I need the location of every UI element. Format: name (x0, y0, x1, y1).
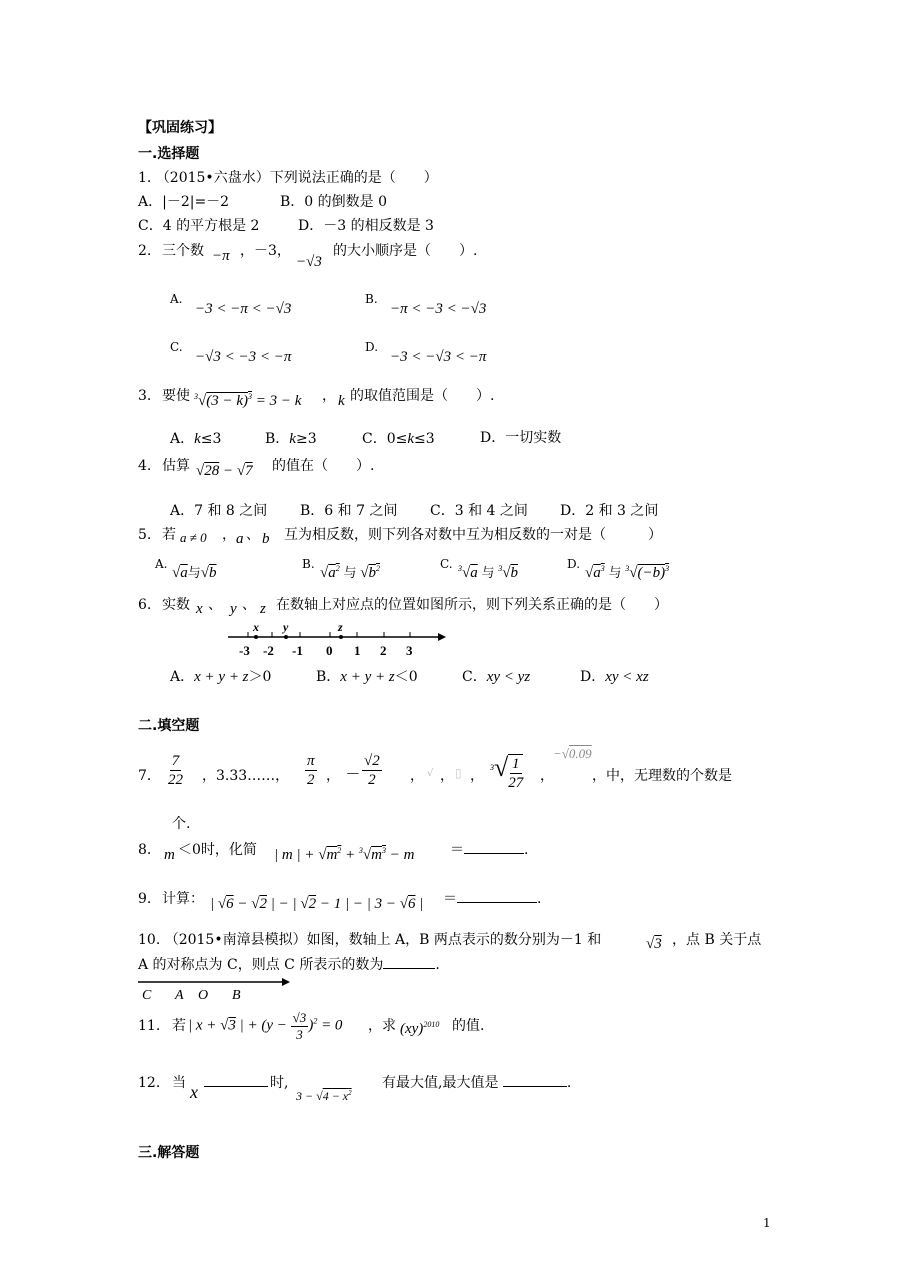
q7-comma4: ， (470, 768, 484, 784)
q6-point-label-x: x (253, 620, 259, 634)
q7-faded-symbol-2: ▯ (455, 766, 462, 780)
q7-cbrt-1-27: $^3$√ $\frac{1}{27}$ (490, 753, 524, 791)
q1-option-c: C．4 的平方根是 2 (138, 218, 260, 234)
q8-text1: ＜0时，化简 (178, 842, 257, 858)
q4-text2: 的值在（ ）. (272, 458, 375, 474)
q2-option-d-label: D. (365, 340, 379, 354)
q4-option-a: A．7 和 8 之间 (170, 503, 268, 519)
q12-text3: 有最大值,最大值是 . (382, 1075, 572, 1091)
q5-text2: ， (222, 527, 236, 543)
q6-vars: x (196, 601, 203, 617)
q5-var-a: a (236, 531, 244, 547)
section-title-choice: 一.选择题 (138, 146, 200, 162)
q5-option-a-expr: √a与√b (172, 565, 217, 581)
q8-answer-blank[interactable] (464, 853, 524, 854)
q11-text1: 若 (172, 1018, 186, 1034)
q6-axis-arrow (438, 633, 446, 641)
q10-answer-blank[interactable] (383, 968, 435, 969)
q2-option-b-expr: −π < −3 < −√3 (390, 301, 487, 317)
q6-axis-label-0: 0 (326, 643, 333, 658)
q9-equals: ＝ . (443, 891, 542, 907)
q6-option-a: A．x + y + z＞0 (170, 669, 272, 685)
q11-equation: | x + √3 | + (y − $\frac{√3}{3}$ )$^2$ = 0 (188, 1010, 343, 1042)
q2-neg-sqrt3: −√3 (296, 254, 322, 270)
q5-text1: 若 (162, 527, 176, 543)
q7-neg-sign: － (344, 767, 360, 783)
q2-option-c-label: C. (170, 340, 183, 354)
q11-text3: 的值. (452, 1018, 485, 1034)
q8-expr: | m | + $√m^2 + ^3√m^3 - m$ (274, 846, 415, 863)
q9-answer-blank[interactable] (457, 902, 537, 903)
q1-option-b: B．0 的倒数是 0 (280, 194, 388, 210)
section-header: 【巩固练习】 (138, 120, 222, 136)
q5-option-b-expr: $√a^2$ 与 $√b^2$ (320, 564, 380, 581)
section-title-answer: 三.解答题 (138, 1145, 200, 1161)
q7-faded-expr: −√0.09 (553, 746, 592, 761)
q10-text2: ，点 B 关于点 (672, 932, 762, 948)
q6-axis-label-3: 3 (406, 643, 413, 658)
q6-sep2: 、 (242, 597, 256, 613)
q7-comma1: ， (326, 768, 340, 784)
q4-option-b: B．6 和 7 之间 (300, 503, 398, 519)
q12-expr: $3 - √4 - x^2$ (296, 1089, 352, 1103)
q10-label-b: B (232, 988, 241, 1003)
q6-ticks (248, 632, 410, 637)
q6-option-d: D．xy < xz (580, 669, 649, 685)
q5-text4: 互为相反数，则下列各对数中互为相反数的一对是（ ） (284, 527, 662, 543)
q6-point-y (284, 635, 288, 639)
q5-option-b-label: B. (302, 557, 315, 571)
q5-option-a-label: A. (155, 557, 168, 571)
q3-option-a: A．k≤3 (170, 431, 222, 447)
q12-blank1[interactable] (204, 1086, 268, 1087)
q7-comma2: ， (410, 768, 424, 784)
q4-text1: 估算 (162, 458, 190, 474)
q6-point-x (254, 635, 258, 639)
q2-option-a-label: A. (170, 292, 183, 306)
q2-option-b-label: B. (365, 292, 378, 306)
q2-option-d-expr: −3 < −√3 < −π (390, 349, 487, 365)
q6-axis-label-neg1: -1 (292, 643, 303, 658)
q8-var-m: m (164, 847, 175, 863)
q6-axis-label-2: 2 (380, 643, 387, 658)
q11-expr: (xy)$^{2010}$ (400, 1020, 440, 1037)
q12-text2: 时, (270, 1075, 289, 1091)
q7-faded-symbol-1: √ (427, 768, 434, 779)
q6-var-z: z (260, 601, 266, 617)
page-number: 1 (763, 1216, 771, 1230)
q5-option-c-expr: $^3$√a 与 $^3$√b (458, 564, 518, 581)
q7-frac-sqrt2-2: $\frac{√2}{2}$ (364, 753, 380, 788)
q10-label-c: C (142, 988, 152, 1003)
q9-text1: 计算： (162, 891, 204, 907)
q9-number: 9. (138, 891, 152, 907)
q5-option-c-label: C. (440, 557, 453, 571)
q5-condition: a ≠ 0 (180, 530, 207, 545)
q6-axis-label-neg3: -3 (239, 643, 250, 658)
q3-text2: ， (322, 388, 336, 404)
q10-line2: A 的对称点为 C，则点 C 所表示的数为 . (138, 957, 440, 973)
q7-comma3: ， (440, 768, 454, 784)
q11-text2: ，求 (368, 1018, 396, 1034)
q6-axis-label-neg2: -2 (263, 643, 274, 658)
q7-text2: ，中，无理数的个数是 (592, 768, 732, 784)
q12-var-x: x (190, 1082, 198, 1102)
q6-option-c: C．xy < yz (462, 669, 531, 685)
q6-point-z (339, 635, 343, 639)
q2-text1: 三个数 (162, 243, 204, 259)
q4-expr: √28 − √7 (196, 463, 253, 479)
q5-var-b: b (262, 531, 270, 547)
q8-equals: ＝ . (450, 842, 529, 858)
q12-blank2[interactable] (503, 1086, 567, 1087)
q3-number: 3. (138, 388, 152, 404)
q1-stem: 1. （2015•六盘水）下列说法正确的是（ ） (138, 170, 438, 186)
q3-text1: 要使 (162, 388, 190, 404)
q7-frac-pi-2: $\frac{\pi}{2}$ (307, 753, 315, 788)
q3-option-b: B．k≥3 (265, 431, 317, 447)
q5-option-d-label: D. (567, 557, 581, 571)
q7-text3: 个. (172, 816, 191, 832)
q3-text3: 的取值范围是（ ）. (350, 388, 495, 404)
q10-label-a: A (175, 988, 184, 1003)
q7-comma5: ， (540, 768, 554, 784)
q6-sep1: 、 (208, 597, 222, 613)
q5-number: 5. (138, 527, 152, 543)
q12-text1: 当 (172, 1075, 186, 1091)
q11-number: 11. (138, 1018, 161, 1034)
q6-point-label-y: y (283, 620, 289, 634)
q3-option-d: D．一切实数 (480, 430, 562, 446)
q3-equation: $^3√(3 - k)^3 = 3 - k$ (194, 392, 302, 409)
q6-axis-label-1: 1 (354, 643, 361, 658)
q2-text2: ，－3， (240, 243, 291, 259)
q12-number: 12. (138, 1075, 161, 1091)
q6-number: 6. (138, 597, 152, 613)
q6-text3: 在数轴上对应点的位置如图所示，则下列关系正确的是（ ） (276, 597, 668, 613)
q10-label-o: O (198, 988, 209, 1003)
q6-point-label-z: z (338, 620, 343, 634)
q10-sqrt3: √3 (646, 936, 662, 952)
q2-text3: 的大小顺序是（ ）. (333, 243, 478, 259)
q4-option-d: D．2 和 3 之间 (560, 503, 659, 519)
q12-blank1-wrap (204, 1075, 268, 1092)
q7-number: 7． (138, 768, 161, 784)
q6-var-y: y (230, 601, 237, 617)
q4-number: 4. (138, 458, 152, 474)
q10-line1: 10. （2015•南漳县模拟）如图，数轴上 A，B 两点表示的数分别为－1 和 (138, 932, 602, 948)
q2-option-c-expr: −√3 < −3 < −π (195, 349, 292, 365)
q7-text1: ，3.33……， (202, 768, 290, 784)
q1-option-a: A．|－2|=－2 (138, 194, 230, 210)
q4-option-c: C．3 和 4 之间 (430, 503, 528, 519)
q5-option-d-expr: $√a^3$ 与 $^3√(-b)^3$ (585, 564, 670, 581)
q8-number: 8. (138, 842, 152, 858)
q1-option-d: D．－3 的相反数是 3 (298, 218, 434, 234)
q7-frac-7-22: $\frac{7}{22}$ (168, 753, 183, 788)
q9-expr: | √6 − √2 | − | √2 − 1 | − | 3 − √6 | (210, 896, 424, 912)
q2-number: 2. (138, 243, 152, 259)
q6-text1: 实数 (162, 597, 190, 613)
q3-var-k: k (338, 393, 345, 409)
q5-text3: 、 (246, 527, 260, 543)
section-title-fill: 二.填空题 (138, 718, 200, 734)
q3-option-c: C．0≤k≤3 (362, 431, 435, 447)
q2-option-a-expr: −3 < −π < −√3 (195, 301, 292, 317)
q10-axis-arrow (282, 978, 290, 986)
q6-option-b: B．x + y + z＜0 (316, 669, 418, 685)
q2-neg-pi: −π (212, 248, 230, 264)
